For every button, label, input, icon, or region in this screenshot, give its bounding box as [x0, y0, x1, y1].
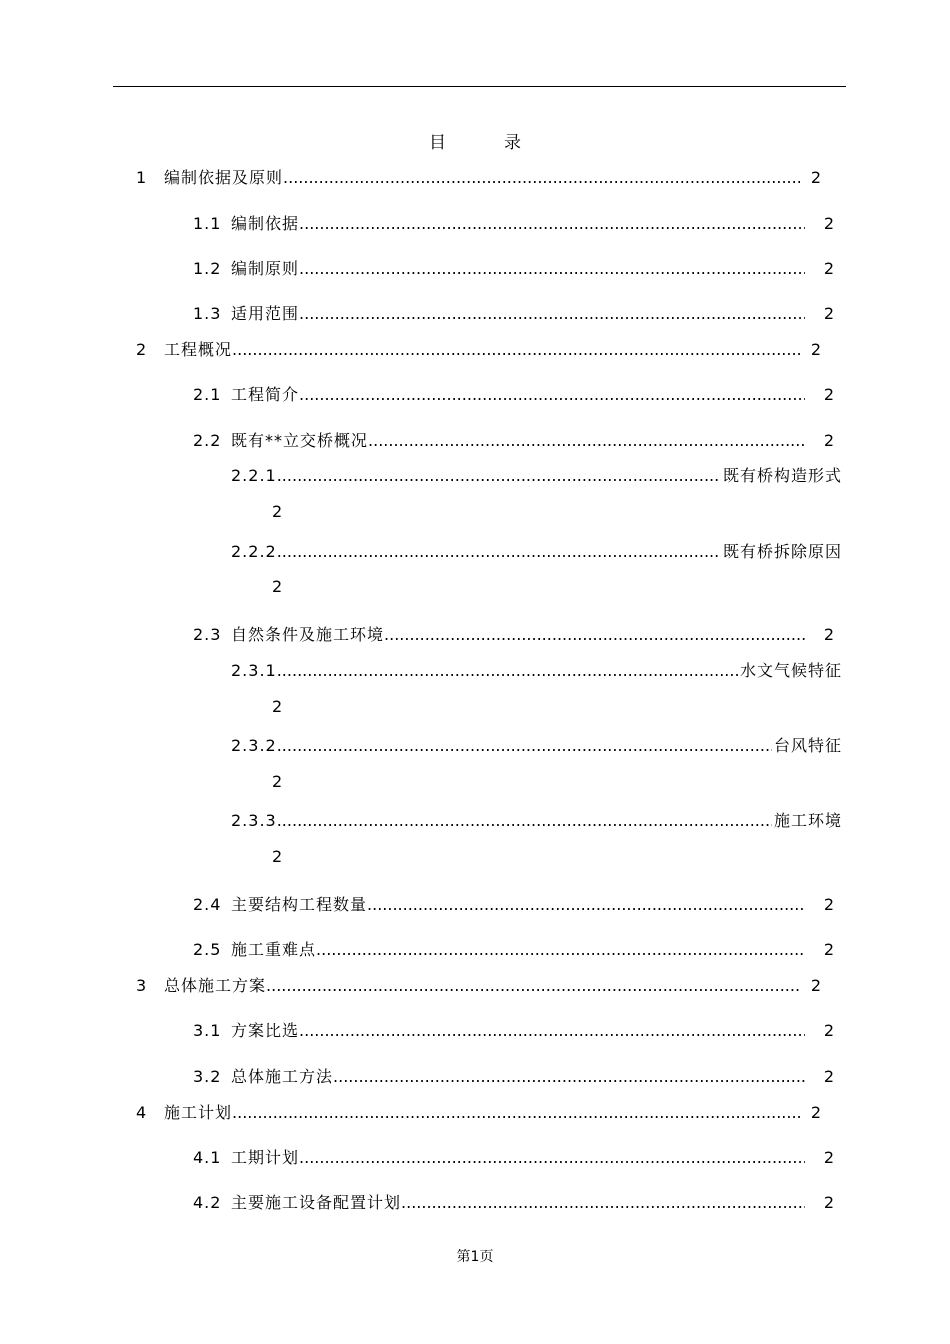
toc-leader [232, 1103, 800, 1122]
toc-entry-2[interactable] [136, 337, 822, 360]
toc-entry-number: 4.2 [193, 1193, 222, 1212]
toc-entry-text: 总体施工方法 [231, 1067, 334, 1086]
toc-leader [299, 259, 805, 278]
toc-entry-page: 2 [823, 895, 835, 914]
toc-entry-page: 2 [810, 976, 822, 995]
toc-entry-4-2[interactable] [193, 1190, 835, 1213]
toc-entry-text: 台风特征 [773, 736, 842, 755]
toc-leader [277, 736, 772, 755]
toc-entry-number: 2.1 [193, 385, 222, 404]
toc-entry-2-1[interactable] [193, 382, 835, 405]
toc-leader [368, 431, 805, 450]
toc-leader [277, 542, 721, 561]
toc-leader [316, 940, 805, 959]
toc-entry-number: 2.2 [193, 431, 222, 450]
toc-entry-text: 编制依据 [231, 214, 300, 233]
toc-entry-text: 既有桥构造形式 [722, 466, 842, 485]
toc-entry-page: 2 [823, 304, 835, 323]
toc-leader [401, 1193, 805, 1212]
toc-entry-2-3[interactable] [193, 622, 835, 645]
toc-entry-number: 1.1 [193, 214, 222, 233]
toc-entry-number: 2.2.1 [231, 466, 277, 485]
toc-entry-number: 4.1 [193, 1148, 222, 1167]
toc-leader [277, 466, 721, 485]
toc-entry-4[interactable] [136, 1100, 822, 1123]
toc-entry-page: 2 [823, 214, 835, 233]
toc-entry-page: 2 [823, 625, 835, 644]
toc-entry-page: 2 [810, 340, 822, 359]
toc-entry-text: 工程概况 [164, 340, 233, 359]
toc-entry-number: 2.3.3 [231, 811, 277, 830]
toc-entry-page: 2 [272, 697, 283, 716]
toc-entry-text: 施工计划 [164, 1103, 233, 1122]
toc-entry-1-3[interactable] [193, 301, 835, 324]
toc-leader [333, 1067, 805, 1086]
toc-leader [299, 385, 805, 404]
toc-entry-text: 方案比选 [231, 1021, 300, 1040]
toc-entry-page: 2 [810, 168, 822, 187]
toc-entry-number: 2.5 [193, 940, 222, 959]
toc-entry-number: 1.2 [193, 259, 222, 278]
toc-leader [299, 1021, 805, 1040]
toc-entry-3-1[interactable] [193, 1018, 835, 1041]
toc-entry-text: 既有桥拆除原因 [722, 542, 842, 561]
toc-entry-number: 2 [136, 340, 148, 359]
toc-entry-number: 2.3 [193, 625, 222, 644]
toc-entry-number: 1 [136, 168, 148, 187]
toc-entry-number: 2.3.2 [231, 736, 277, 755]
toc-entry-number: 2.3.1 [231, 661, 277, 680]
toc-entry-page: 2 [272, 847, 283, 866]
toc-entry-number: 2.2.2 [231, 542, 277, 561]
toc-leader [299, 304, 805, 323]
toc-entry-text: 既有**立交桥概况 [231, 431, 369, 450]
toc-entry-4-1[interactable] [193, 1145, 835, 1168]
toc-leader [283, 168, 800, 187]
toc-entry-1-1[interactable] [193, 211, 835, 234]
header-rule [113, 86, 846, 87]
toc-entry-text: 工程简介 [231, 385, 300, 404]
toc-entry-text: 工期计划 [231, 1148, 300, 1167]
toc-leader [299, 1148, 805, 1167]
toc-leader [367, 895, 805, 914]
toc-entry-2-3-2[interactable] [231, 733, 842, 756]
toc-title-part: 目 [429, 133, 446, 153]
toc-entry-number: 4 [136, 1103, 148, 1122]
toc-entry-2-2-1[interactable] [231, 463, 842, 486]
toc-leader [384, 625, 805, 644]
toc-entry-text: 水文气候特征 [739, 661, 842, 680]
toc-title-part: 录 [504, 133, 521, 153]
toc-entry-text: 主要施工设备配置计划 [231, 1193, 402, 1212]
toc-entry-2-3-1[interactable] [231, 658, 842, 681]
toc-entry-page: 2 [823, 259, 835, 278]
toc-entry-page: 2 [810, 1103, 822, 1122]
toc-entry-2-5[interactable] [193, 937, 835, 960]
toc-entry-page: 2 [823, 1067, 835, 1086]
toc-entry-text: 总体施工方案 [164, 976, 267, 995]
toc-entry-page: 2 [272, 577, 283, 596]
toc-entry-page: 2 [823, 385, 835, 404]
toc-entry-text: 适用范围 [231, 304, 300, 323]
toc-entry-2-3-3[interactable] [231, 808, 842, 831]
toc-entry-number: 3 [136, 976, 148, 995]
toc-leader [266, 976, 800, 995]
toc-entry-page: 2 [823, 1193, 835, 1212]
toc-entry-page: 2 [823, 431, 835, 450]
toc-entry-page: 2 [272, 502, 283, 521]
toc-entry-page: 2 [823, 1021, 835, 1040]
toc-leader [232, 340, 800, 359]
toc-entry-3-2[interactable] [193, 1064, 835, 1087]
toc-entry-number: 2.4 [193, 895, 222, 914]
toc-entry-text: 主要结构工程数量 [231, 895, 368, 914]
toc-entry-3[interactable] [136, 973, 822, 996]
toc-entry-2-2-2[interactable] [231, 539, 842, 562]
toc-entry-text: 编制原则 [231, 259, 300, 278]
toc-entry-text: 施工重难点 [231, 940, 317, 959]
toc-entry-1[interactable] [136, 165, 822, 188]
toc-entry-text: 编制依据及原则 [164, 168, 284, 187]
toc-entry-page: 2 [823, 940, 835, 959]
toc-entry-number: 3.2 [193, 1067, 222, 1086]
toc-entry-page: 2 [272, 772, 283, 791]
toc-entry-2-2[interactable] [193, 428, 835, 451]
toc-entry-2-4[interactable] [193, 892, 835, 915]
page-footer: 第1页 [456, 1249, 494, 1265]
toc-entry-page: 2 [823, 1148, 835, 1167]
toc-title [0, 128, 950, 153]
toc-leader [277, 661, 738, 680]
toc-entry-number: 3.1 [193, 1021, 222, 1040]
toc-entry-1-2[interactable] [193, 256, 835, 279]
toc-entry-text: 自然条件及施工环境 [231, 625, 385, 644]
toc-entry-number: 1.3 [193, 304, 222, 323]
toc-leader [299, 214, 805, 233]
toc-entry-text: 施工环境 [773, 811, 842, 830]
toc-leader [277, 811, 772, 830]
